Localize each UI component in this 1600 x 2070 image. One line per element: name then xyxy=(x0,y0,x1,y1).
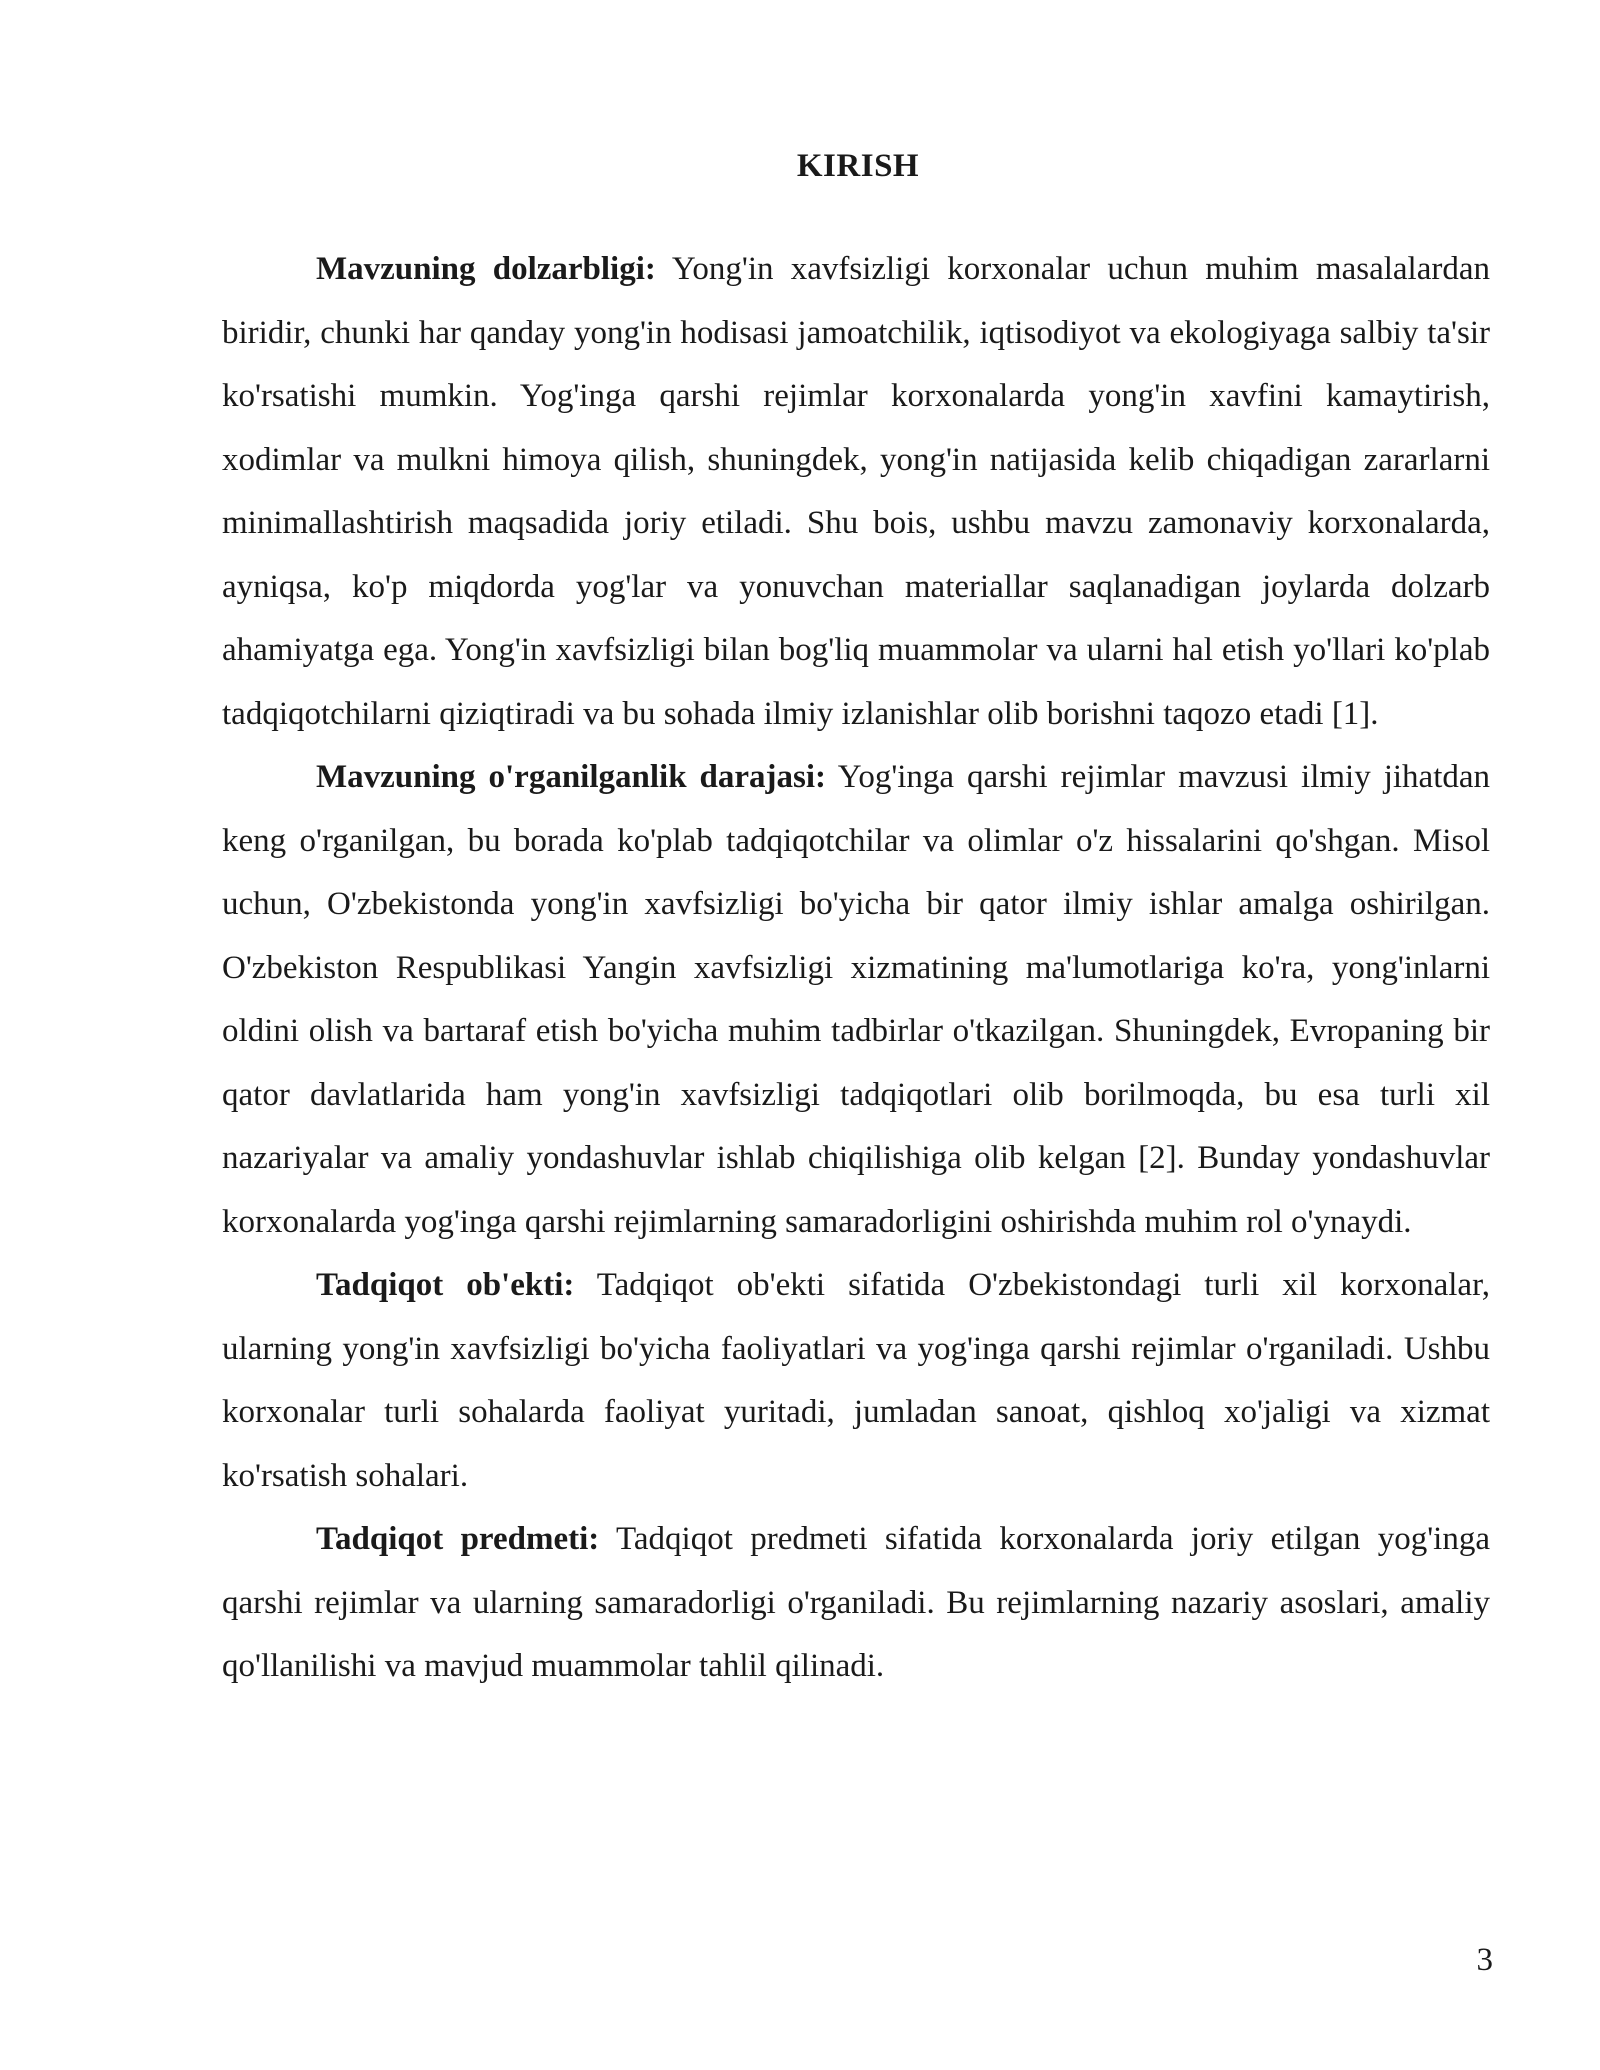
paragraph-relevance xyxy=(222,238,1490,746)
paragraph-research-object xyxy=(222,1254,1490,1508)
body-text xyxy=(222,238,1490,1699)
paragraph-lead: Tadqiqot predmeti: xyxy=(316,1521,600,1557)
paragraph-lead: Mavzuning o'rganilganlik darajasi: xyxy=(316,759,827,795)
page-number: 3 xyxy=(1476,1942,1493,1978)
paragraph-lead: Mavzuning dolzarbligi: xyxy=(316,251,656,287)
paragraph-text: Tadqiqot predmeti sifatida korxonalarda joriy etilgan yog'inga qarshi rejimlar va ularning samaradorligi o'rganiladi. Bu rejimlarning nazariy asoslari, amaliy qo'llanilishi va mavjud muammolar tahlil qilinadi. xyxy=(222,1521,1490,1684)
paragraph-degree-of-study xyxy=(222,746,1490,1254)
paragraph-text: Yong'in xavfsizligi korxonalar uchun muhim masalalardan biridir, chunki har qanday yong'in hodisasi jamoatchilik, iqtisodiyot va ekologiyaga salbiy ta'sir ko'rsatishi mumkin. Yog'inga qarshi rejimlar korxonalarda yong'in xavfini kamaytirish, xodimlar va mulkni himoya qilish, shuningdek, yong'in natijasida kelib chiqadigan zararlarni minimallashtirish maqsadida joriy etiladi. Shu bois, ushbu mavzu zamonaviy korxonalarda, ayniqsa, ko'p miqdorda yog'lar va yonuvchan materiallar saqlanadigan joylarda dolzarb ahamiyatga ega. Yong'in xavfsizligi bilan bog'liq muammolar va ularni hal etish yo'llari ko'plab tadqiqotchilarni qiziqtiradi va bu sohada ilmiy izlanishlar olib borishni taqozo etadi [1]. xyxy=(222,251,1490,732)
paragraph-research-subject xyxy=(222,1508,1490,1699)
paragraph-text: Yog'inga qarshi rejimlar mavzusi ilmiy jihatdan keng o'rganilgan, bu borada ko'plab tadqiqotchilar va olimlar o'z hissalarini qo'shgan. Misol uchun, O'zbekistonda yong'in xavfsizligi bo'yicha bir qator ilmiy ishlar amalga oshirilgan. O'zbekiston Respublikasi Yangin xavfsizligi xizmatining ma'lumotlariga ko'ra, yong'inlarni oldini olish va bartaraf etish bo'yicha muhim tadbirlar o'tkazilgan. Shuningdek, Evropaning bir qator davlatlarida ham yong'in xavfsizligi tadqiqotlari olib borilmoqda, bu esa turli xil nazariyalar va amaliy yondashuvlar ishlab chiqilishiga olib kelgan [2]. Bunday yondashuvlar korxonalarda yog'inga qarshi rejimlarning samaradorligini oshirishda muhim rol o'ynaydi. xyxy=(222,759,1491,1240)
paragraph-lead: Tadqiqot ob'ekti: xyxy=(316,1267,575,1303)
section-heading: KIRISH xyxy=(796,148,920,184)
paragraph-text: Tadqiqot ob'ekti sifatida O'zbekistondagi turli xil korxonalar, ularning yong'in xavfsizligi bo'yicha faoliyatlari va yog'inga qarshi rejimlar o'rganiladi. Ushbu korxonalar turli sohalarda faoliyat yuritadi, jumladan sanoat, qishloq xo'jaligi va xizmat ko'rsatish sohalari. xyxy=(222,1267,1490,1494)
